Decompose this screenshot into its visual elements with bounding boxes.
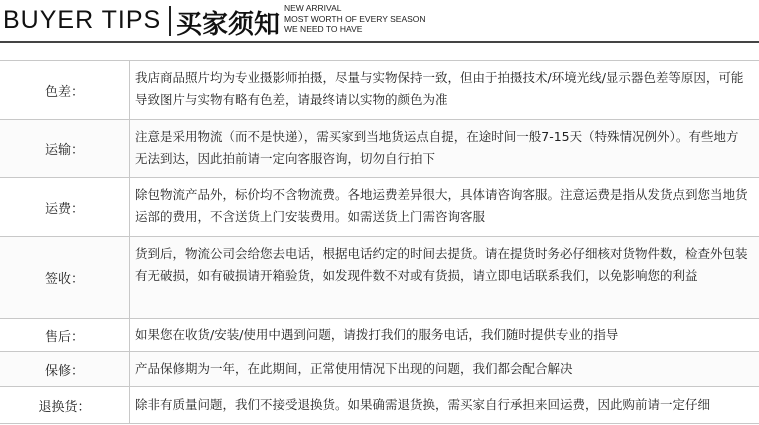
subtitle-line-1: NEW ARRIVAL xyxy=(284,3,342,13)
subtitle xyxy=(284,3,426,35)
tip-text: 货到后，物流公司会给您去电话，根据电话约定的时间去提货。请在提货时务必仔细核对货物件数，检查外包装有无破损，如有破损请开箱验货，如发现件数不对或有货损，请立即电话联系我们，以免影响您的利益 xyxy=(135,246,748,283)
tip-text: 如果您在收货/安装/使用中遇到问题，请拨打我们的服务电话，我们随时提供专业的指导 xyxy=(135,327,619,342)
tip-row-returns xyxy=(0,387,759,424)
tip-row-receipt xyxy=(0,237,759,319)
tip-row-shipping-fee xyxy=(0,178,759,237)
tips-table xyxy=(0,60,759,424)
tip-label: 运输： xyxy=(0,120,130,177)
tip-text: 除包物流产品外，标价均不含物流费。各地运费差异很大，具体请咨询客服。注意运费是指从发货点到您当地货运部的费用，不含送货上门安装费用。如需送货上门需咨询客服 xyxy=(135,187,748,224)
tip-label: 保修： xyxy=(0,352,130,386)
title-divider xyxy=(169,6,171,36)
title-english: BUYER TIPS xyxy=(3,6,162,34)
tip-text: 我店商品照片均为专业摄影师拍摄，尽量与实物保持一致，但由于拍摄技术/环境光线/显示器色差等原因，可能导致图片与实物有略有色差，请最终请以实物的颜色为准 xyxy=(135,70,744,107)
tip-text: 除非有质量问题，我们不接受退换货。如果确需退货换，需买家自行承担来回运费，因此购前请一定仔细 xyxy=(135,397,711,412)
subtitle-line-2: MOST WORTH OF EVERY SEASON xyxy=(284,13,426,24)
tip-row-color-difference xyxy=(0,61,759,120)
subtitle-line-3: WE NEED TO HAVE xyxy=(284,24,363,34)
header-rule xyxy=(0,41,759,43)
header xyxy=(0,0,759,42)
tip-text: 注意是采用物流（而不是快递），需买家到当地货运点自提，在途时间一般7-15天（特殊情况例外）。有些地方无法到达，因此拍前请一定向客服咨询，切勿自行拍下 xyxy=(135,129,739,166)
tip-label: 退换货： xyxy=(0,387,130,423)
tip-row-after-sales xyxy=(0,319,759,352)
tip-label: 运费： xyxy=(0,178,130,236)
title-chinese: 买家须知 xyxy=(176,10,281,40)
tip-label: 售后： xyxy=(0,319,130,351)
tip-text: 产品保修期为一年，在此期间，正常使用情况下出现的问题，我们都会配合解决 xyxy=(135,361,573,376)
tip-label: 签收： xyxy=(0,237,130,318)
tip-row-shipping xyxy=(0,120,759,178)
tip-row-warranty xyxy=(0,352,759,387)
tip-label: 色差： xyxy=(0,61,130,119)
